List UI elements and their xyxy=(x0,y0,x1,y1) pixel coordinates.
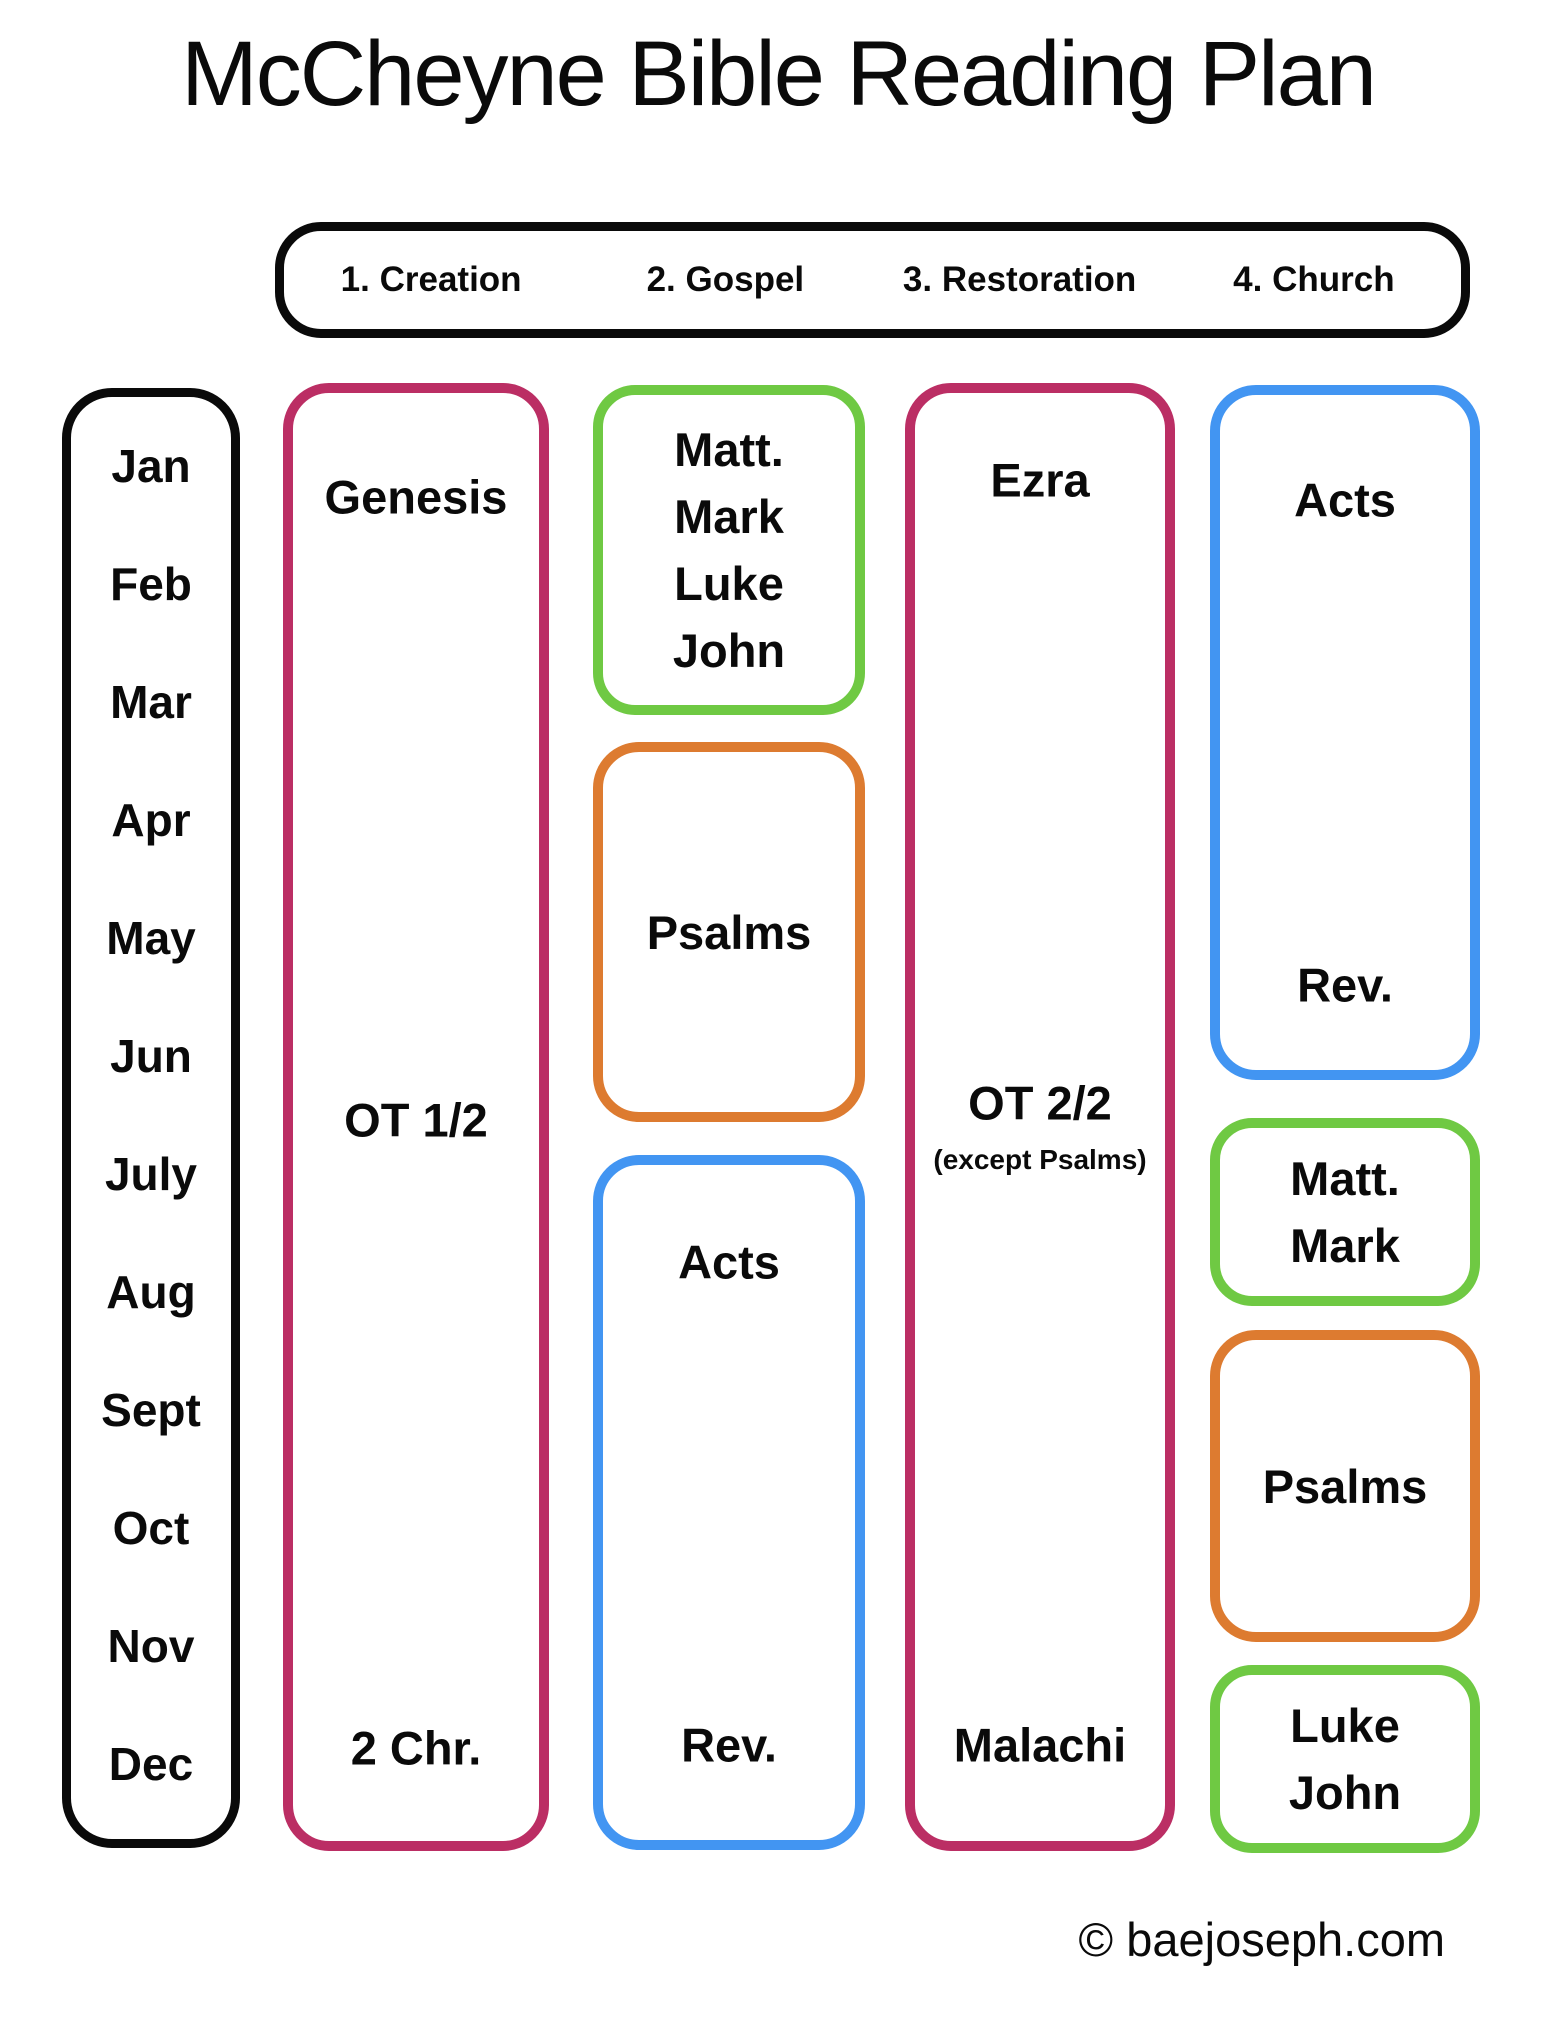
category-creation: 1. Creation xyxy=(340,260,522,299)
church-psalms-label: Psalms xyxy=(1262,1459,1428,1513)
church-psalms-box xyxy=(1210,1330,1480,1642)
month-dec: Dec xyxy=(108,1738,194,1790)
creation-start-book: Genesis xyxy=(324,470,508,524)
creation-column-box xyxy=(283,383,549,1851)
copyright-text: © baejoseph.com xyxy=(1078,1913,1445,1966)
church-luke-john-box xyxy=(1210,1665,1480,1853)
category-church: 4. Church xyxy=(1233,260,1395,299)
gospel-gospels-lines xyxy=(603,395,855,705)
month-mar: Mar xyxy=(110,676,192,728)
gospel-psalms-label: Psalms xyxy=(646,905,812,959)
gospel-psalms-label-wrap xyxy=(603,752,855,1112)
month-sept: Sept xyxy=(101,1384,201,1436)
month-july: July xyxy=(104,1148,198,1200)
church-line-matt: Matt. xyxy=(1290,1152,1400,1205)
gospel-psalms-box xyxy=(593,742,865,1122)
restoration-start-book: Ezra xyxy=(990,453,1090,507)
church-line-mark: Mark xyxy=(1290,1219,1400,1272)
restoration-column-box xyxy=(905,383,1175,1851)
church-rev-label: Rev. xyxy=(1297,958,1393,1012)
categories-header-box xyxy=(275,222,1470,338)
church-matt-mark-lines xyxy=(1220,1128,1470,1296)
church-matt-mark-box xyxy=(1210,1118,1480,1306)
gospel-acts-rev-box xyxy=(593,1155,865,1850)
gospel-line-matt: Matt. xyxy=(674,423,784,476)
category-gospel: 2. Gospel xyxy=(646,260,805,299)
month-jan: Jan xyxy=(111,440,191,492)
month-oct: Oct xyxy=(112,1502,190,1554)
gospel-gospels-box xyxy=(593,385,865,715)
month-aug: Aug xyxy=(106,1266,196,1318)
gospel-line-john: John xyxy=(672,624,786,677)
gospel-acts-label: Acts xyxy=(678,1235,780,1289)
category-restoration: 3. Restoration xyxy=(902,260,1137,299)
creation-end-book: 2 Chr. xyxy=(350,1721,482,1775)
restoration-range-label: OT 2/2 xyxy=(968,1076,1112,1130)
month-may: May xyxy=(106,912,196,964)
month-apr: Apr xyxy=(111,794,191,846)
creation-range-label: OT 1/2 xyxy=(344,1093,488,1147)
church-line-john: John xyxy=(1288,1766,1402,1819)
church-acts-label: Acts xyxy=(1294,473,1396,527)
gospel-rev-label: Rev. xyxy=(681,1718,777,1772)
month-feb: Feb xyxy=(110,558,192,610)
church-luke-john-lines xyxy=(1220,1675,1470,1843)
restoration-end-book: Malachi xyxy=(953,1718,1127,1772)
restoration-range-note: (except Psalms) xyxy=(933,1144,1147,1175)
month-jun: Jun xyxy=(110,1030,192,1082)
church-line-luke: Luke xyxy=(1290,1699,1400,1752)
page-title: McCheyne Bible Reading Plan xyxy=(181,23,1375,125)
months-rail xyxy=(62,388,240,1848)
church-acts-rev-box xyxy=(1210,385,1480,1080)
gospel-line-mark: Mark xyxy=(674,490,784,543)
church-psalms-label-wrap xyxy=(1220,1340,1470,1632)
month-nov: Nov xyxy=(107,1620,195,1672)
gospel-line-luke: Luke xyxy=(674,557,784,610)
